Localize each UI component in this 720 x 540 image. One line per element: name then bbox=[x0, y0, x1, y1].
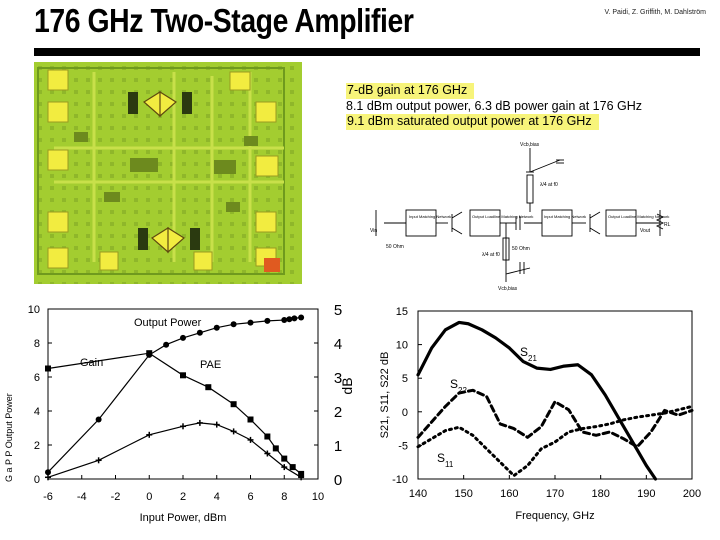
y-left-tick-label: 4 bbox=[33, 406, 40, 418]
vin-label: Vin bbox=[370, 228, 378, 234]
y-right-tick-label: 4 bbox=[333, 336, 343, 353]
y-right-tick-label: 1 bbox=[333, 438, 343, 455]
y-tick-label: 5 bbox=[401, 373, 408, 386]
y-tick-label: -5 bbox=[398, 440, 408, 453]
y-right-tick-label: 2 bbox=[333, 404, 343, 421]
x-tick-label: 190 bbox=[637, 488, 656, 500]
vcc-bottom-label: Vcb,bias bbox=[498, 286, 518, 292]
x-tick-label: 200 bbox=[682, 488, 702, 500]
block-label: Input Matching Network bbox=[544, 214, 587, 219]
y-left-tick-label: 10 bbox=[27, 304, 40, 316]
y-right-tick-label: 5 bbox=[333, 302, 343, 319]
y-tick-label: -10 bbox=[392, 474, 408, 486]
y-tick-label: 10 bbox=[395, 339, 408, 352]
series-label-gain: Gain bbox=[80, 357, 104, 369]
y-tick-label: 15 bbox=[395, 306, 408, 318]
y-axis-label: S21, S11, S22 dB bbox=[379, 351, 391, 439]
y-right-axis-label: dB bbox=[339, 377, 355, 395]
vout-label: Vout bbox=[640, 228, 651, 234]
y-left-tick-label: 8 bbox=[33, 338, 40, 350]
x-axis-label: Frequency, GHz bbox=[515, 510, 595, 522]
x-tick-label: 160 bbox=[500, 488, 519, 500]
lambda-top-label: λ/4 at f0 bbox=[540, 182, 558, 188]
rl-label: RL bbox=[664, 222, 671, 228]
series-label-output-power: Output Power bbox=[134, 317, 202, 329]
series-label-s22: $S_{22}$ bbox=[450, 377, 467, 395]
y-right-tick-label: 3 bbox=[333, 370, 343, 387]
y-left-tick-label: 2 bbox=[33, 440, 40, 452]
y-tick-label: 0 bbox=[401, 406, 408, 419]
x-tick-label: -6 bbox=[43, 491, 53, 503]
y-left-tick-label: 0 bbox=[33, 474, 40, 486]
series-line-s22 bbox=[418, 390, 692, 446]
x-tick-label: 6 bbox=[247, 491, 254, 503]
slide-title: 176 GHz Two-Stage Amplifier bbox=[34, 2, 414, 39]
slide-authors: V. Paidi, Z. Griffith, M. Dahlström bbox=[604, 9, 706, 16]
series-label-s11: $S_{11}$ bbox=[437, 451, 454, 469]
block-label: Input Matching Network bbox=[409, 214, 452, 219]
series-line-s11 bbox=[418, 406, 692, 475]
x-tick-label: 2 bbox=[179, 491, 187, 503]
y-right-tick-label: 0 bbox=[333, 472, 343, 489]
block-label: Output Loadline Matching Network bbox=[608, 214, 670, 219]
block-label: Output Loadline Matching Network bbox=[472, 214, 534, 219]
x-axis-label: Input Power, dBm bbox=[139, 512, 227, 524]
y-left-tick-label: 6 bbox=[33, 372, 40, 384]
plot-frame bbox=[418, 311, 692, 479]
series-label-pae: PAE bbox=[200, 359, 222, 371]
x-tick-label: 0 bbox=[146, 491, 153, 503]
series-label-s21: $S_{21}$ bbox=[520, 345, 537, 363]
x-tick-label: -2 bbox=[110, 491, 121, 503]
vcc-top-label: Vcb,bias bbox=[520, 142, 540, 148]
x-tick-label: 140 bbox=[408, 488, 428, 500]
ohm-mid-label: 50 Ohm bbox=[512, 246, 530, 252]
x-tick-label: 4 bbox=[213, 491, 220, 503]
lambda-bottom-label: λ/4 at f0 bbox=[482, 252, 500, 258]
highlight-item: 9.1 dBm saturated output power at 176 GHz bbox=[346, 114, 642, 130]
highlight-item: 7-dB gain at 176 GHz bbox=[346, 83, 642, 99]
highlight-item: 8.1 dBm output power, 6.3 dB power gain at 176 GHz bbox=[346, 98, 643, 113]
x-tick-label: 10 bbox=[311, 491, 325, 503]
x-tick-label: 170 bbox=[545, 488, 565, 500]
x-tick-label: 8 bbox=[281, 491, 288, 503]
x-tick-label: 150 bbox=[454, 488, 473, 500]
x-tick-label: 180 bbox=[591, 488, 610, 500]
x-tick-label: -4 bbox=[76, 491, 87, 503]
ohm-in-label: 50 Ohm bbox=[386, 244, 404, 250]
y-left-axis-label: G a P P Output Power bbox=[4, 393, 14, 482]
